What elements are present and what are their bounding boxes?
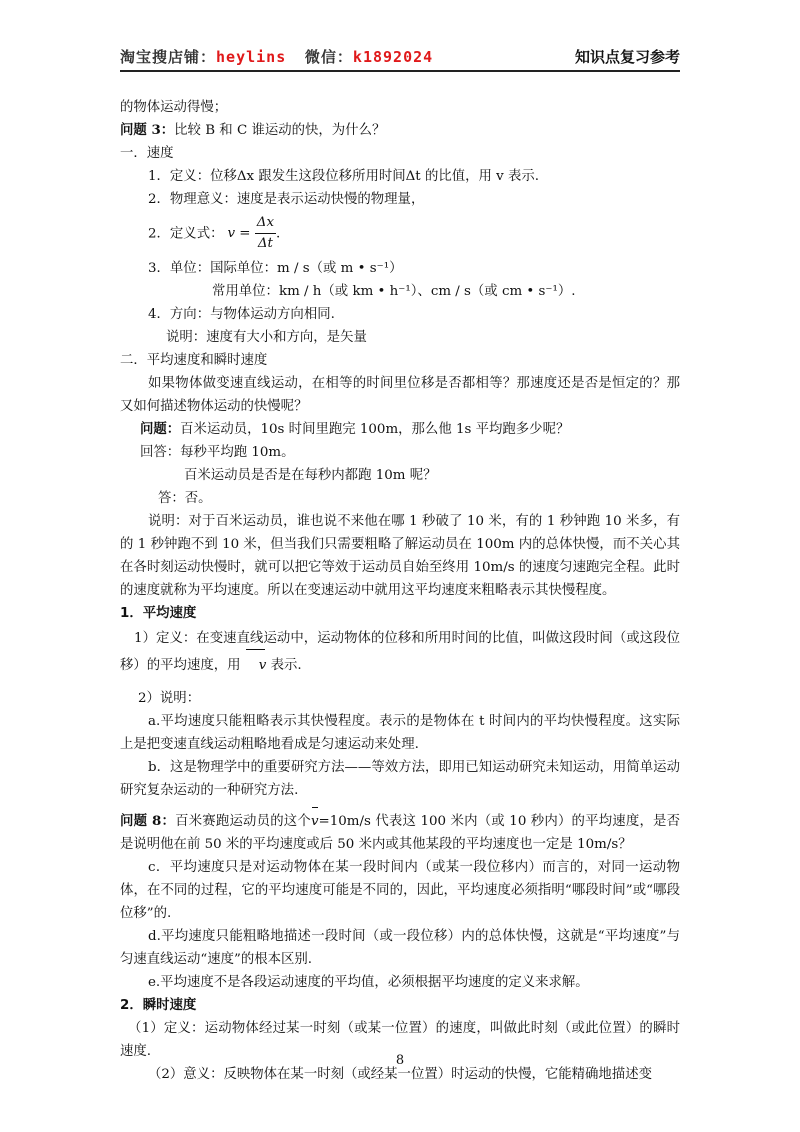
page-header <box>120 44 680 72</box>
paragraph: b．这是物理学中的重要研究方法——等效方法，即用已知运动研究未知运动，用简单运动研究复杂运动的一种研究方法. <box>120 760 680 798</box>
formula-end: . <box>276 226 281 242</box>
answer-line: 回答：每秒平均跑 10m。 <box>140 445 295 460</box>
question-text: 百米赛跑运动员的这个 <box>175 814 311 829</box>
section-heading: 一．速度 <box>120 146 174 161</box>
paragraph: （1）定义：运动物体经过某一时刻（或某一位置）的速度，叫做此时刻（或此位置）的瞬时速度. <box>120 1021 680 1059</box>
text-line: 3．单位：国际单位：m / s（或 m • s⁻¹） <box>148 261 403 276</box>
text-line: 的物体运动得慢； <box>120 100 228 115</box>
fraction-numerator: Δx <box>255 213 276 234</box>
text-line: 4．方向：与物体运动方向相同. <box>148 307 335 322</box>
paragraph: 如果物体做变速直线运动，在相等的时间里位移是否都相等？那速度还是否是恒定的？那又如何描述物体运动的快慢呢？ <box>120 376 680 414</box>
fraction-denominator: Δt <box>257 236 273 251</box>
question-text: =10m/s 代表这 100 米内（或 10 秒内）的平均速度，是否是说明他在前 50 米的平均速度或后 50 米内或其他某段的平均速度也一定是 10m/s？ <box>120 814 681 852</box>
text-line: 说明：速度有大小和方向，是矢量 <box>166 330 367 345</box>
text-line: 2．物理意义：速度是表示运动快慢的物理量， <box>148 192 425 207</box>
question-line <box>120 418 680 441</box>
paragraph: e.平均速度不是各段运动速度的平均值，必须根据平均速度的定义来求解。 <box>148 975 589 990</box>
definition-text: 1）定义：在变速直线运动中，运动物体的位移和所用时间的比值，叫做这段时间（或这段位移）的平均速度，用 <box>120 631 680 673</box>
page-number: 8 <box>395 1053 405 1068</box>
question-8 <box>120 810 680 856</box>
text-line: （2）意义：反映物体在某一时刻（或经某一位置）时运动的快慢，它能精确地描述变 <box>148 1067 652 1082</box>
shop-label: 淘宝搜店铺： <box>120 48 217 66</box>
paragraph <box>120 625 680 679</box>
paragraph: c．平均速度只是对运动物体在某一段时间内（或某一段位移内）而言的，对同一运动物体，在不同的过程，它的平均速度可能是不同的，因此，平均速度必须指明“哪段时间”或“哪段位移”的. <box>120 860 680 921</box>
average-velocity-symbol: v <box>311 810 319 833</box>
definition-end: 表示. <box>270 658 302 673</box>
paragraph: d.平均速度只能粗略地描述一段时间（或一段位移）内的总体快慢，这就是“平均速度”与匀速直线运动“速度”的根本区别. <box>120 929 680 967</box>
subheading: 1．平均速度 <box>120 606 197 621</box>
wechat-label: 微信： <box>304 48 353 66</box>
text-line: 1．定义：位移Δx 跟发生这段位移所用时间Δt 的比值，用 v 表示. <box>148 169 540 184</box>
fraction <box>255 213 276 254</box>
shop-info <box>120 46 433 67</box>
answer-line: 答：否。 <box>158 491 212 506</box>
header-title: 知识点复习参考 <box>574 48 680 66</box>
question-3 <box>120 119 680 142</box>
text-line: 2）说明： <box>138 691 201 706</box>
paragraph: a.平均速度只能粗略表示其快慢程度。表示的是物体在 t 时间内的平均快慢程度。这实际上是把变速直线运动粗略地看成是匀速运动来处理. <box>120 714 680 752</box>
formula-label: 2．定义式： <box>148 226 224 242</box>
shop-name: heylins <box>216 48 287 66</box>
question-text: 百米运动员，10s 时间里跑完 100m，那么他 1s 平均跑多少呢？ <box>180 422 570 437</box>
velocity-formula <box>227 211 276 257</box>
answer-line: 百米运动员是否是在每秒内都跑 10m 呢？ <box>184 468 437 483</box>
document-body <box>120 96 680 1086</box>
formula-line <box>120 211 680 257</box>
text-line: 常用单位：km / h（或 km • h⁻¹）、cm / s（或 cm • s⁻¹）. <box>212 284 576 299</box>
section-heading: 二．平均速度和瞬时速度 <box>120 353 268 368</box>
wechat-id: k1892024 <box>352 48 434 66</box>
formula-lhs: v = <box>227 226 251 241</box>
paragraph: 说明：对于百米运动员，谁也说不来他在哪 1 秒破了 10 米，有的 1 秒钟跑 10 米多，有的 1 秒钟跑不到 10 米，但当我们只需要粗略了解运动员在 100m 内的总体快慢，而不关心其在各时刻运动快慢时，就可以把它等效于运动员自始至终用 10m/s 的速度匀速跑完全程。此时的速度就称为平均速度。所以在变速运动中就用这平均速度来粗略表示其快慢程度。 <box>120 514 680 598</box>
question-label: 问题 8： <box>120 813 176 829</box>
question-label: 问题 3： <box>120 122 175 138</box>
question-text: 比较 B 和 C 谁运动的快，为什么？ <box>174 123 386 138</box>
average-velocity-symbol: v <box>245 652 267 679</box>
question-label: 问题： <box>140 421 181 437</box>
subheading: 2．瞬时速度 <box>120 998 197 1013</box>
